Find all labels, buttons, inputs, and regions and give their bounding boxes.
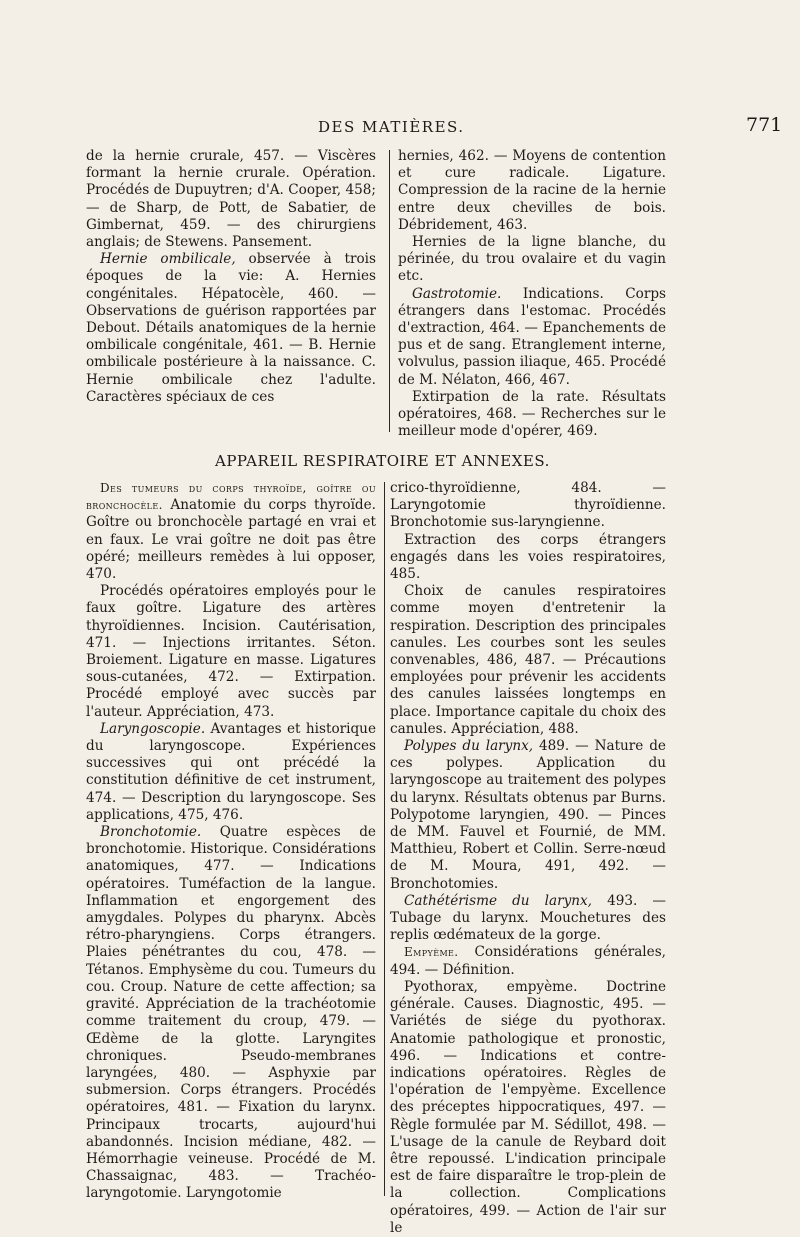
column-divider-top — [389, 150, 390, 432]
bottom-left-column — [86, 480, 376, 1203]
column-divider-bottom — [384, 482, 385, 1196]
paragraph: Choix de canules respiratoires comme moyen d'entretenir la respiration. Description des principales canules. Les courbes sont les seules convenables, 486, 487. — Précautions employées pour prévenir les accidents des canules laissées longtemps en place. Importance capitale du choix des canules. Appréciation, 488. — [390, 583, 666, 737]
paragraph-text: Indications. Corps étrangers dans l'estomac. Procédés d'extraction, 464. — Epanchements de pus et de sang. Etranglement interne, volvulus, passion iliaque, 465. Procédé de M. Nélaton, 466, 467. — [398, 285, 666, 388]
paragraph — [390, 738, 666, 893]
bottom-right-column — [390, 480, 666, 1237]
paragraph-text: Anatomie du corps thyroïde. Goître ou bronchocèle partagé en vrai et en faux. Le vrai goître ne doit pas être opéré; meilleurs remèdes à lui opposer, 470. — [86, 497, 376, 583]
paragraph — [86, 721, 376, 824]
paragraph — [86, 251, 376, 406]
paragraph-text: Quatre espèces de bronchotomie. Historique. Considérations anatomiques, 477. — Indications opératoires. Tuméfaction de la langue. Inflammation et engorgement des amygdales. Polypes du pharynx. Abcès rétro-pharyngiens. Corps étrangers. Plaies pénétrantes du cou, 478. — Tétanos. Emphysème du cou. Tumeurs du cou. Croup. Nature de cette affection; sa gravité. Appréciation de la trachéotomie comme traitement du croup, 479. — Œdème de la glotte. Laryngites chroniques. Pseudo-membranes laryngées, 480. — Asphyxie par submersion. Corps étrangers. Procédés opératoires, 481. — Fixation du larynx. Principaux trocarts, aujourd'hui abandonnés. Incision médiane, 482. — Hémorrhagie veineuse. Procédé de M. Chassaignac, 483. — Trachéo-laryngotomie. Laryngotomie — [86, 824, 376, 1202]
paragraph-text: observée à trois époques de la vie: A. Hernies congénitales. Hépatocèle, 460. — Observations de guérison rapportées par Debout. Détails anatomiques de la hernie ombilicale congénitale, 461. — B. Hernie ombilicale postérieure à la naissance. C. Hernie ombilicale chez l'adulte. Caractères spéciaux de ces — [86, 251, 376, 405]
paragraph: de la hernie crurale, 457. — Viscères formant la hernie crurale. Opération. Procédés de Dupuytren; d'A. Cooper, 458; — de Sharp, de Pott, de Sabatier, de Gimbernat, 459. — des chirurgiens anglais; de Stewens. Pansement. — [86, 148, 376, 251]
paragraph — [390, 944, 666, 978]
paragraph: Procédés opératoires employés pour le faux goître. Ligature des artères thyroïdiennes. Incision. Cautérisation, 471. — Injections irritantes. Séton. Broiement. Ligature en masse. Ligatures sous-cutanées, 472. — Extirpation. Procédé employé avec succès par l'auteur. Appréciation, 473. — [86, 583, 376, 720]
paragraph: hernies, 462. — Moyens de contention et cure radicale. Ligature. Compression de la racine de la hernie entre deux chevilles de bois. Débridement, 463. — [398, 148, 666, 233]
paragraph — [390, 893, 666, 945]
page-number: 771 — [746, 114, 783, 136]
paragraph-text: Considérations générales, 494. — Définition. — [390, 944, 666, 978]
section-heading: APPAREIL RESPIRATOIRE ET ANNEXES. — [215, 452, 550, 470]
italic-lead: Hernie ombilicale, — [100, 251, 236, 268]
paragraph: Extirpation de la rate. Résultats opératoires, 468. — Recherches sur le meilleur mode d'opérer, 469. — [398, 388, 666, 440]
paragraph: Pyothorax, empyème. Doctrine générale. Causes. Diagnostic, 495. — Variétés de siége du pyothorax. Anatomie pathologique et pronostic, 496. — Indications et contre-indications opératoires. Règles de l'opération de l'empyème. Excellence des préceptes hippocratiques, 497. — Règle formulée par M. Sédillot, 498. — L'usage de la canule de Reybard doit être repoussé. L'indication principale est de faire disparaître le trop-plein de la collection. Complications opératoires, 499. — Action de l'air sur le — [390, 978, 666, 1236]
paragraph-text: 489. — Nature de ces polypes. Application du laryngoscope au traitement des polypes du larynx. Résultats obtenus par Burns. Polypotome laryngien, 490. — Pinces de MM. Fauvel et Fournié, de MM. Matthieu, Robert et Collin. Serre-nœud de M. Moura, 491, 492. — Bronchotomies. — [390, 738, 666, 892]
paragraph: Extraction des corps étrangers engagés dans les voies respiratoires, 485. — [390, 531, 666, 583]
paragraph — [86, 480, 376, 583]
italic-lead: Bronchotomie. — [100, 824, 202, 841]
smallcaps-lead: Empyème. — [404, 945, 459, 960]
paragraph-text: 493. — Tubage du larynx. Mouchetures des replis œdémateux de la gorge. — [390, 892, 667, 944]
paragraph: Hernies de la ligne blanche, du périnée, du trou ovalaire et du vagin etc. — [398, 234, 666, 285]
paragraph: crico-thyroïdienne, 484. — Laryngotomie thyroïdienne. Bronchotomie sus-laryngienne. — [390, 480, 666, 531]
italic-lead: Cathétérisme du larynx, — [404, 892, 592, 909]
italic-lead: Gastrotomie. — [412, 285, 502, 302]
italic-lead: Polypes du larynx, — [404, 738, 534, 755]
smallcaps-lead: Des tumeurs du corps thyroïde, goître ou bronchocèle. — [86, 481, 376, 513]
paragraph — [86, 824, 376, 1202]
top-right-column — [398, 148, 666, 440]
top-left-column — [86, 148, 376, 406]
running-header-title: DES MATIÈRES. — [318, 118, 465, 136]
paragraph-text: Avantages et historique du laryngoscope. Expériences successives qui ont précédé la constitution définitive de cet instrument, 474. — Description du laryngoscope. Ses applications, 475, 476. — [86, 720, 376, 823]
paragraph — [398, 286, 666, 389]
italic-lead: Laryngoscopie. — [100, 720, 206, 737]
